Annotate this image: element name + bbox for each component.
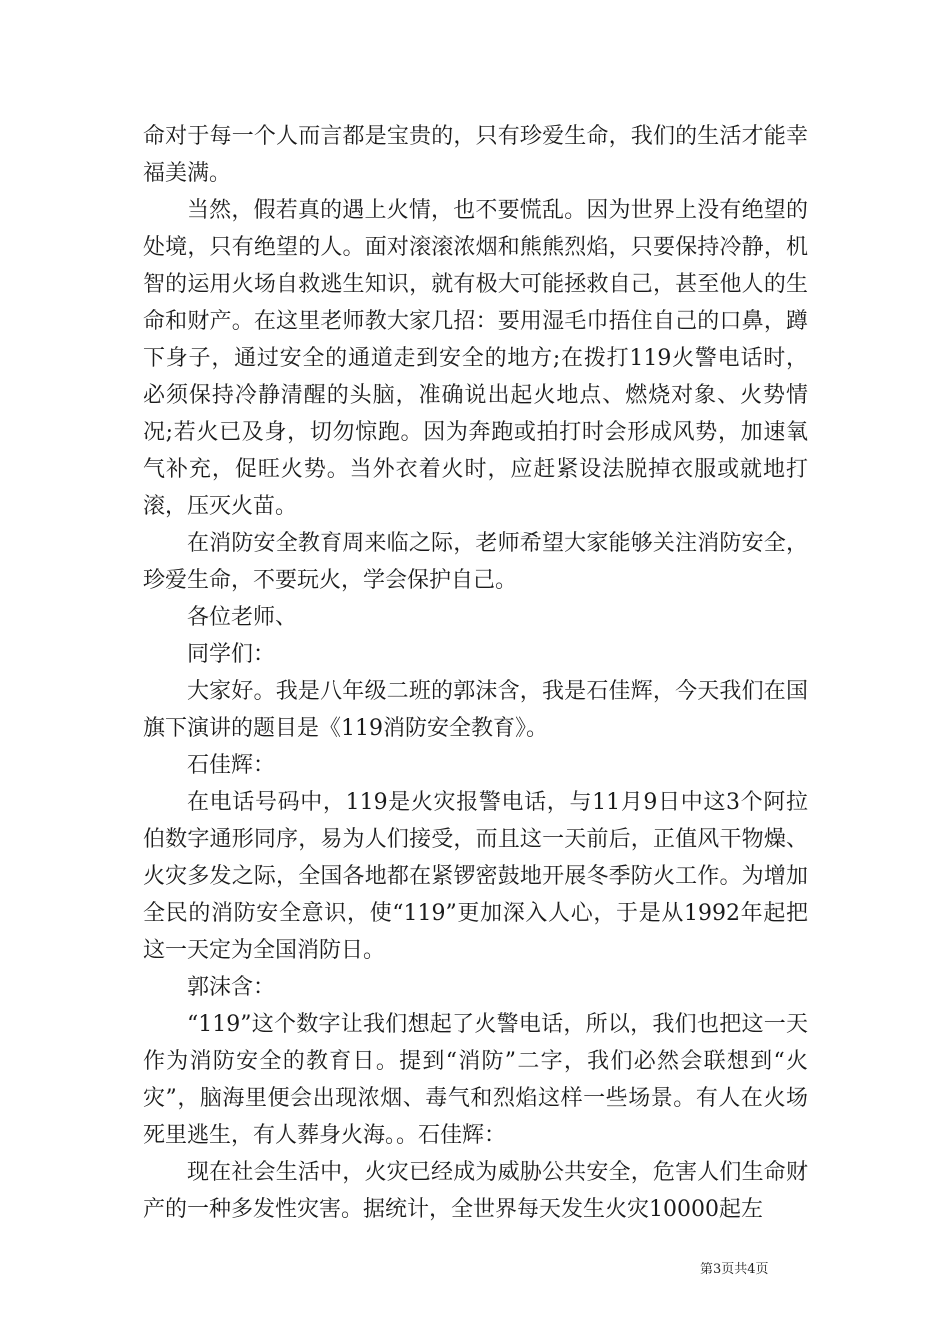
paragraph-11: 现在社会生活中，火灾已经成为威胁公共安全，危害人们生命财产的一种多发性灾害。据统计，全世界每天发生火灾10000起左 [143, 1160, 808, 1222]
page-number: 第3页共4页 [700, 1262, 769, 1277]
paragraph-1: 命对于每一个人而言都是宝贵的，只有珍爱生命，我们的生活才能幸福美满。 [143, 124, 808, 186]
paragraph-8: 在电话号码中，119是火灾报警电话，与11月9日中这3个阿拉伯数字通形同序，易为人们接受，而且这一天前后，正值风干物燥、火灾多发之际，全国各地都在紧锣密鼓地开展冬季防火工作。为增加全民的消防安全意识，使“119”更加深入人心，于是从1992年起把这一天定为全国消防日。 [143, 790, 808, 963]
paragraph-2: 当然，假若真的遇上火情，也不要慌乱。因为世界上没有绝望的处境，只有绝望的人。面对滚滚浓烟和熊熊烈焰，只要保持冷静，机智的运用火场自救逃生知识，就有极大可能拯救自己，甚至他人的生命和财产。在这里老师教大家几招：要用湿毛巾捂住自己的口鼻，蹲下身子，通过安全的通道走到安全的地方;在拨打119火警电话时，必须保持冷静清醒的头脑，准确说出起火地点、燃烧对象、火势情况;若火已及身，切勿惊跑。因为奔跑或拍打时会形成风势，加速氧气补充，促旺火势。当外衣着火时，应赶紧设法脱掉衣服或就地打滚，压灭火苗。 [143, 198, 808, 519]
paragraph-10: “119”这个数字让我们想起了火警电话，所以，我们也把这一天作为消防安全的教育日。提到“消防”二字，我们必然会联想到“火灾”，脑海里便会出现浓烟、毒气和烈焰这样一些场景。有人在火场死里逃生，有人葬身火海。。石佳辉： [143, 1012, 808, 1148]
paragraph-6: 大家好。我是八年级二班的郭沫含，我是石佳辉，今天我们在国旗下演讲的题目是《119消防安全教育》。 [143, 679, 808, 741]
paragraph-7: 石佳辉： [187, 753, 276, 778]
paragraph-4: 各位老师、 [187, 605, 298, 630]
paragraph-3: 在消防安全教育周来临之际，老师希望大家能够关注消防安全，珍爱生命，不要玩火，学会保护自己。 [143, 531, 808, 593]
paragraph-9: 郭沫含： [187, 975, 276, 1000]
document-body [143, 118, 808, 1228]
paragraph-5: 同学们： [187, 642, 276, 667]
